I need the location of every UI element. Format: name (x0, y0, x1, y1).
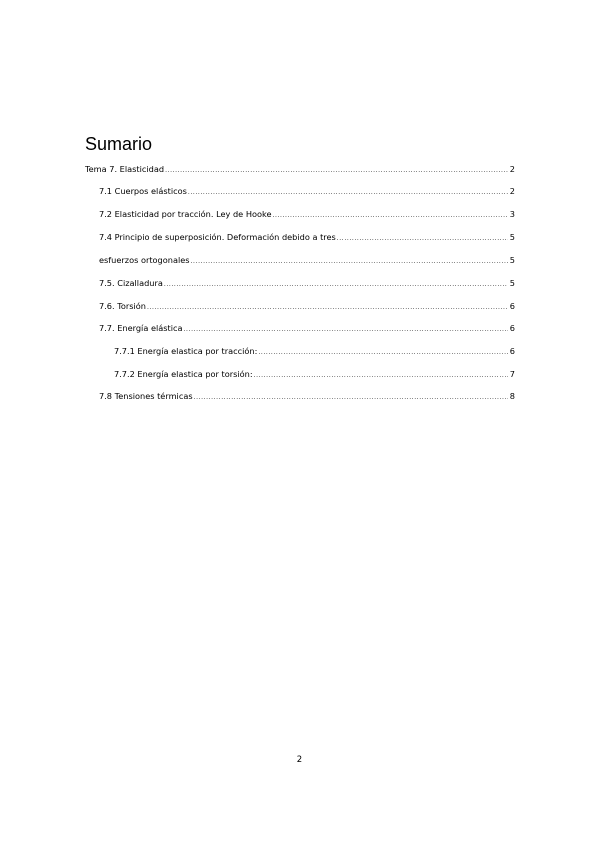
toc-entry-page: 5 (509, 278, 515, 288)
toc-title: Sumario (85, 134, 153, 154)
toc-entry-label: 7.7.2 Energía elastica por torsión: (114, 369, 253, 379)
toc-entry-label: 7.5. Cizalladura (99, 278, 163, 288)
dot-leader (147, 301, 508, 315)
toc-entry[interactable] (85, 253, 515, 267)
toc-entry-label: 7.2 Elasticidad por tracción. Ley de Hooke (99, 209, 272, 219)
dot-leader (194, 391, 508, 405)
toc-entry-label: 7.4 Principio de superposición. Deformación debido a tres (99, 232, 336, 242)
toc-entry-page: 6 (509, 346, 515, 356)
toc-entry-label: 7.1 Cuerpos elásticos (99, 186, 187, 196)
toc-entry-page: 2 (509, 164, 515, 174)
dot-leader (337, 232, 508, 246)
toc-entry-label: Tema 7. Elasticidad (85, 164, 165, 174)
dot-leader (258, 346, 508, 360)
dot-leader (184, 323, 508, 337)
toc-entry[interactable] (85, 230, 515, 244)
toc-entry-page: 5 (509, 255, 515, 265)
toc-entry-page: 7 (509, 369, 515, 379)
toc-entry-label: esfuerzos ortogonales (99, 255, 190, 265)
dot-leader (164, 278, 508, 292)
toc-entry-page: 3 (509, 209, 515, 219)
toc-entry[interactable] (85, 184, 515, 198)
toc-entry[interactable] (85, 162, 515, 176)
dot-leader (254, 369, 508, 383)
dot-leader (165, 164, 508, 178)
toc-entry[interactable] (85, 344, 515, 358)
toc-entry-label: 7.7.1 Energía elastica por tracción: (114, 346, 258, 356)
toc-entry-page: 2 (509, 186, 515, 196)
toc-entry-page: 6 (509, 301, 515, 311)
toc-entry[interactable] (85, 321, 515, 335)
toc-entry-label: 7.8 Tensiones térmicas (99, 391, 193, 401)
toc-entry[interactable] (85, 299, 515, 313)
toc-entry[interactable] (85, 276, 515, 290)
toc-entry-label: 7.7. Energía elástica (99, 323, 183, 333)
dot-leader (188, 186, 508, 200)
toc-entry[interactable] (85, 207, 515, 221)
page-number: 2 (296, 755, 303, 765)
toc-entry-label: 7.6. Torsión (99, 301, 146, 311)
toc-entry-page: 6 (509, 323, 515, 333)
toc-entry-page: 5 (509, 232, 515, 242)
toc-entry-page: 8 (509, 391, 515, 401)
dot-leader (272, 209, 508, 223)
toc-entry[interactable] (85, 367, 515, 381)
toc-entry[interactable] (85, 389, 515, 403)
dot-leader (191, 255, 508, 269)
